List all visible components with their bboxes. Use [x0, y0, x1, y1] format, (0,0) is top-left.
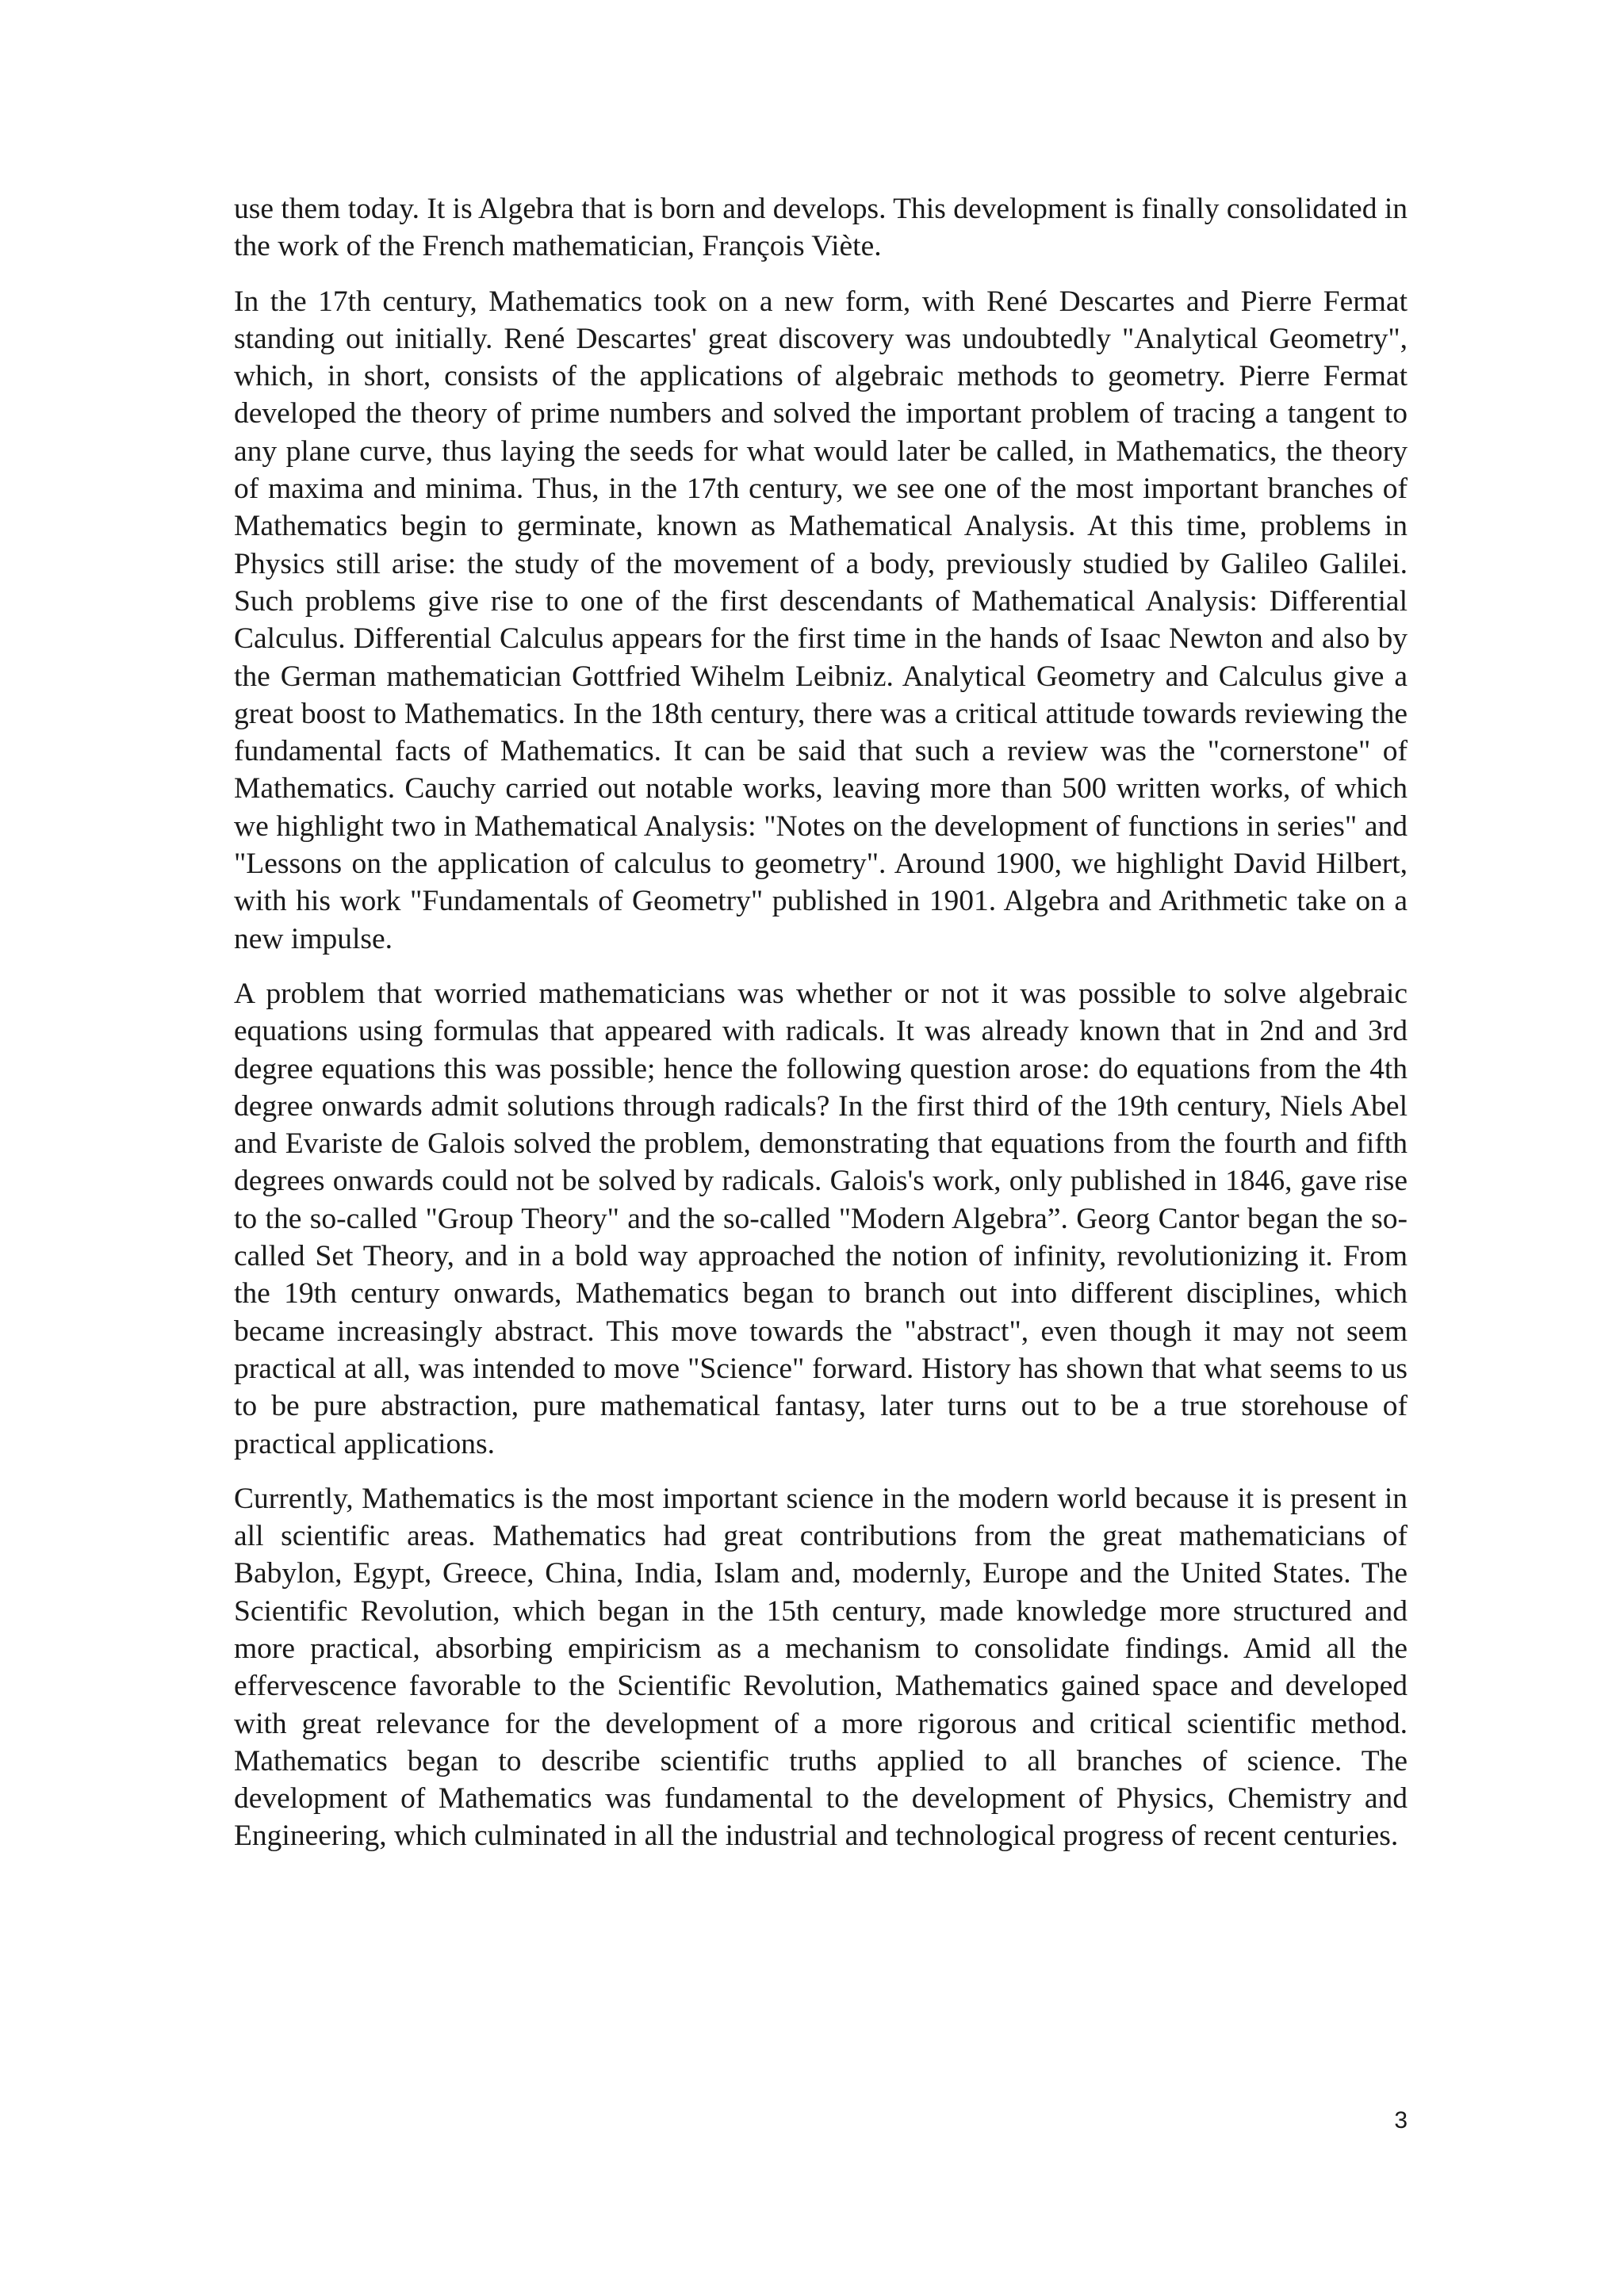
page-number: 3 [1394, 2107, 1408, 2133]
paragraph-2: In the 17th century, Mathematics took on a new form, with René Descartes and Pierre Fermat standing out initially. René Descartes' great discovery was undoubtedly "Analytical Geometry", which, in short, consists of the applications of algebraic methods to geometry. Pierre Fermat developed the theory of prime numbers and solved the important problem of tracing a tangent to any plane curve, thus laying the seeds for what would later be called, in Mathematics, the theory of maxima and minima. Thus, in the 17th century, we see one of the most important branches of Mathematics begin to germinate, known as Mathematical Analysis. At this time, problems in Physics still arise: the study of the movement of a body, previously studied by Galileo Galilei. Such problems give rise to one of the first descendants of Mathematical Analysis: Differential Calculus. Differential Calculus appears for the first time in the hands of Isaac Newton and also by the German mathematician Gottfried Wihelm Leibniz. Analytical Geometry and Calculus give a great boost to Mathematics. In the 18th century, there was a critical attitude towards reviewing the fundamental facts of Mathematics. It can be said that such a review was the "cornerstone" of Mathematics. Cauchy carried out notable works, leaving more than 500 written works, of which we highlight two in Mathematical Analysis: "Notes on the development of functions in series" and "Lessons on the application of calculus to geometry". Around 1900, we highlight David Hilbert, with his work "Fundamentals of Geometry" published in 1901. Algebra and Arithmetic take on a new impulse. [234, 285, 1408, 955]
paragraph-4: Currently, Mathematics is the most important science in the modern world because it is present in all scientific areas. Mathematics had great contributions from the great mathematicians of Babylon, Egypt, Greece, China, India, Islam and, modernly, Europe and the United States. The Scientific Revolution, which began in the 15th century, made knowledge more structured and more practical, absorbing empiricism as a mechanism to consolidate findings. Amid all the effervescence favorable to the Scientific Revolution, Mathematics gained space and developed with great relevance for the development of a more rigorous and critical scientific method. Mathematics began to describe scientific truths applied to all branches of science. The development of Mathematics was fundamental to the development of Physics, Chemistry and Engineering, which culminated in all the industrial and technological progress of recent centuries. [234, 1482, 1408, 1853]
paragraph-1: use them today. It is Algebra that is born and develops. This development is finally consolidated in the work of the French mathematician, François Viète. [234, 193, 1408, 263]
paragraph-3: A problem that worried mathematicians was whether or not it was possible to solve algebraic equations using formulas that appeared with radicals. It was already known that in 2nd and 3rd degree equations this was possible; hence the following question arose: do equations from the 4th degree onwards admit solutions through radicals? In the first third of the 19th century, Niels Abel and Evariste de Galois solved the problem, demonstrating that equations from the fourth and fifth degrees onwards could not be solved by radicals. Galois's work, only published in 1846, gave rise to the so-called "Group Theory" and the so-called "Modern Algebra”. Georg Cantor began the so-called Set Theory, and in a bold way approached the notion of infinity, revolutionizing it. From the 19th century onwards, Mathematics began to branch out into different disciplines, which became increasingly abstract. This move towards the "abstract", even though it may not seem practical at all, was intended to move "Science" forward. History has shown that what seems to us to be pure abstraction, pure mathematical fantasy, later turns out to be a true storehouse of practical applications. [234, 977, 1408, 1460]
body-text [234, 190, 1408, 1873]
